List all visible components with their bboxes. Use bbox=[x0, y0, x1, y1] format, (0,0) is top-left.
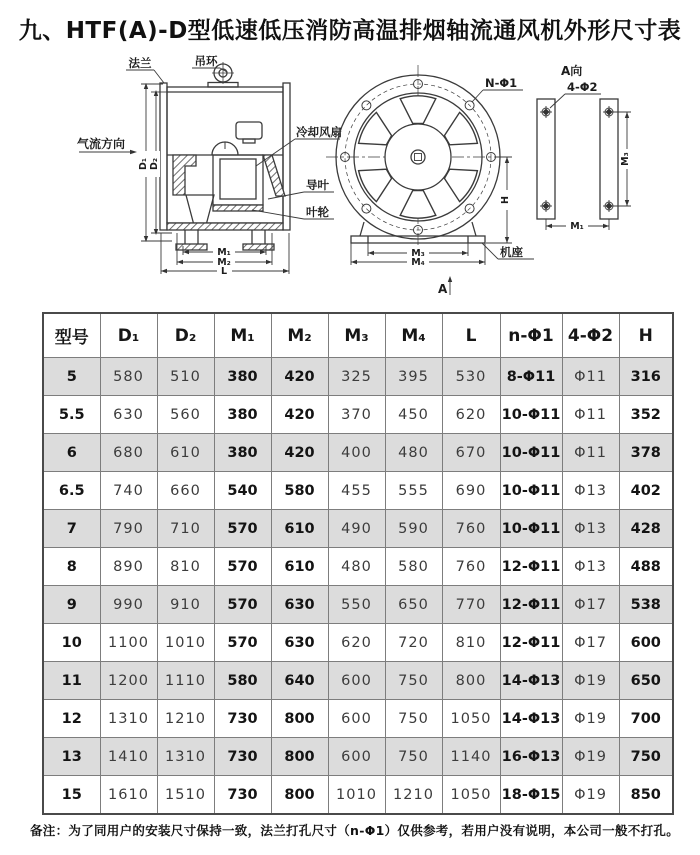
table-cell: 750 bbox=[385, 700, 442, 738]
table-cell: Φ11 bbox=[562, 434, 619, 472]
airflow-direction-label: 气流方向 bbox=[77, 137, 126, 151]
column-header: L bbox=[442, 313, 500, 358]
table-cell: 1310 bbox=[157, 738, 214, 776]
table-cell: 1210 bbox=[157, 700, 214, 738]
table-cell: 12 bbox=[43, 700, 100, 738]
four-phi2-label: 4-Φ2 bbox=[567, 80, 598, 94]
column-header: 型号 bbox=[43, 313, 100, 358]
motor-assembly bbox=[213, 155, 263, 211]
table-cell: 6 bbox=[43, 434, 100, 472]
table-cell: 16-Φ13 bbox=[500, 738, 562, 776]
pedestal-label: 机座 bbox=[500, 245, 523, 259]
table-cell: 730 bbox=[214, 738, 271, 776]
table-cell: 490 bbox=[328, 510, 385, 548]
dim-label-m3: M₃ bbox=[411, 248, 425, 259]
table-cell: 5.5 bbox=[43, 396, 100, 434]
foot-bolt-holes bbox=[540, 106, 615, 212]
table-cell: 12-Φ11 bbox=[500, 586, 562, 624]
dim-label-m2: M₂ bbox=[217, 257, 231, 268]
table-cell: 5 bbox=[43, 358, 100, 396]
table-cell: 352 bbox=[619, 396, 673, 434]
table-cell: 890 bbox=[100, 548, 157, 586]
table-cell: 1210 bbox=[385, 776, 442, 815]
column-header: M₁ bbox=[214, 313, 271, 358]
table-cell: 790 bbox=[100, 510, 157, 548]
flange-left bbox=[160, 83, 167, 230]
table-cell: 380 bbox=[214, 434, 271, 472]
table-cell: 538 bbox=[619, 586, 673, 624]
table-cell: 850 bbox=[619, 776, 673, 815]
a-view-arrowheads bbox=[546, 112, 629, 228]
a-view-dim-m1: M₁ bbox=[570, 221, 584, 232]
table-cell: 570 bbox=[214, 510, 271, 548]
table-cell: 580 bbox=[100, 358, 157, 396]
table-header-row bbox=[43, 313, 673, 358]
page-title: 九、HTF(A)-D型低速低压消防高温排烟轴流通风机外形尺寸表 bbox=[18, 18, 682, 44]
table-cell: 510 bbox=[157, 358, 214, 396]
table-cell: 800 bbox=[442, 662, 500, 700]
table-cell: 12-Φ11 bbox=[500, 624, 562, 662]
flange-label: 法兰 bbox=[128, 56, 152, 70]
table-cell: 560 bbox=[157, 396, 214, 434]
hub-circle bbox=[385, 124, 451, 190]
table-cell: 1050 bbox=[442, 700, 500, 738]
table-cell: 9 bbox=[43, 586, 100, 624]
table-cell: 630 bbox=[100, 396, 157, 434]
cooling-fan-label: 冷却风扇 bbox=[296, 125, 342, 139]
base-plate bbox=[167, 223, 283, 230]
table-cell: 530 bbox=[442, 358, 500, 396]
table-cell: 325 bbox=[328, 358, 385, 396]
table-row bbox=[43, 396, 673, 434]
table-cell: 700 bbox=[619, 700, 673, 738]
table-cell: 690 bbox=[442, 472, 500, 510]
table-cell: 610 bbox=[157, 434, 214, 472]
table-cell: Φ13 bbox=[562, 510, 619, 548]
table-cell: 1610 bbox=[100, 776, 157, 815]
table-cell: 8 bbox=[43, 548, 100, 586]
dim-label-m4: M₄ bbox=[411, 257, 425, 268]
guide-vane-strut bbox=[263, 155, 285, 196]
a-view-dim-m3: M₃ bbox=[620, 152, 631, 166]
table-cell: Φ17 bbox=[562, 586, 619, 624]
table-cell: 11 bbox=[43, 662, 100, 700]
table-cell: 730 bbox=[214, 776, 271, 815]
table-cell: 1200 bbox=[100, 662, 157, 700]
dim-label-h: H bbox=[500, 196, 511, 204]
table-cell: 488 bbox=[619, 548, 673, 586]
table-cell: 10-Φ11 bbox=[500, 434, 562, 472]
table-cell: 1310 bbox=[100, 700, 157, 738]
table-cell: 400 bbox=[328, 434, 385, 472]
technical-drawing bbox=[0, 52, 700, 307]
table-cell: 800 bbox=[271, 776, 328, 815]
dim-label-l: L bbox=[220, 266, 228, 277]
table-cell: 555 bbox=[385, 472, 442, 510]
table-cell: 630 bbox=[271, 624, 328, 662]
column-header: D₂ bbox=[157, 313, 214, 358]
table-cell: 15 bbox=[43, 776, 100, 815]
table-cell: 380 bbox=[214, 358, 271, 396]
n-phi1-label: N-Φ1 bbox=[485, 76, 518, 90]
table-row bbox=[43, 434, 673, 472]
table-cell: 570 bbox=[214, 586, 271, 624]
table-row bbox=[43, 700, 673, 738]
table-cell: 650 bbox=[619, 662, 673, 700]
table-row bbox=[43, 776, 673, 815]
table-cell: Φ17 bbox=[562, 624, 619, 662]
table-body bbox=[43, 358, 673, 815]
table-cell: 480 bbox=[328, 548, 385, 586]
column-header: M₂ bbox=[271, 313, 328, 358]
table-cell: 810 bbox=[442, 624, 500, 662]
inlet-bracket bbox=[173, 155, 196, 195]
table-cell: Φ11 bbox=[562, 358, 619, 396]
column-header: D₁ bbox=[100, 313, 157, 358]
table-cell: Φ13 bbox=[562, 548, 619, 586]
table-cell: 1110 bbox=[157, 662, 214, 700]
table-cell: 640 bbox=[271, 662, 328, 700]
table-cell: 580 bbox=[271, 472, 328, 510]
table-row bbox=[43, 586, 673, 624]
table-cell: 14-Φ13 bbox=[500, 700, 562, 738]
table-cell: 770 bbox=[442, 586, 500, 624]
table-cell: 420 bbox=[271, 396, 328, 434]
table-cell: Φ19 bbox=[562, 662, 619, 700]
table-cell: 316 bbox=[619, 358, 673, 396]
table-cell: 395 bbox=[385, 358, 442, 396]
a-view-title: A向 bbox=[561, 64, 583, 78]
table-cell: 600 bbox=[619, 624, 673, 662]
table-cell: 13 bbox=[43, 738, 100, 776]
table-cell: 620 bbox=[442, 396, 500, 434]
table-cell: 10-Φ11 bbox=[500, 510, 562, 548]
junction-box bbox=[236, 122, 262, 143]
table-cell: 750 bbox=[385, 738, 442, 776]
flange-right bbox=[283, 83, 290, 230]
column-header: M₄ bbox=[385, 313, 442, 358]
table-cell: 610 bbox=[271, 548, 328, 586]
table-cell: 550 bbox=[328, 586, 385, 624]
dim-label-d1: D₁ bbox=[138, 157, 149, 171]
table-cell: 14-Φ13 bbox=[500, 662, 562, 700]
column-header: H bbox=[619, 313, 673, 358]
table-cell: 750 bbox=[385, 662, 442, 700]
table-cell: 580 bbox=[385, 548, 442, 586]
table-cell: 760 bbox=[442, 548, 500, 586]
view-a-arrow-label: A bbox=[438, 282, 448, 296]
table-cell: Φ19 bbox=[562, 700, 619, 738]
table-row bbox=[43, 548, 673, 586]
footnote: 备注：为了同用户的安装尺寸保持一致，法兰打孔尺寸（n-Φ1）仅供参考，若用户没有说明，本公司一般不打孔。 bbox=[30, 823, 680, 838]
table-row bbox=[43, 738, 673, 776]
table-cell: 10-Φ11 bbox=[500, 472, 562, 510]
impeller-label: 叶轮 bbox=[306, 205, 329, 219]
dimension-table bbox=[42, 312, 674, 815]
table-cell: 750 bbox=[619, 738, 673, 776]
table-row bbox=[43, 472, 673, 510]
table-cell: Φ11 bbox=[562, 396, 619, 434]
a-view-drawing bbox=[537, 99, 618, 219]
table-cell: 1140 bbox=[442, 738, 500, 776]
table-cell: 1050 bbox=[442, 776, 500, 815]
table-cell: 6.5 bbox=[43, 472, 100, 510]
table-cell: 610 bbox=[271, 510, 328, 548]
table-cell: 720 bbox=[385, 624, 442, 662]
table-cell: 910 bbox=[157, 586, 214, 624]
table-cell: 8-Φ11 bbox=[500, 358, 562, 396]
table-cell: 450 bbox=[385, 396, 442, 434]
table-cell: 590 bbox=[385, 510, 442, 548]
table-cell: 428 bbox=[619, 510, 673, 548]
table-cell: 7 bbox=[43, 510, 100, 548]
table-cell: Φ13 bbox=[562, 472, 619, 510]
table-cell: 730 bbox=[214, 700, 271, 738]
table-cell: 1010 bbox=[328, 776, 385, 815]
table-cell: 810 bbox=[157, 548, 214, 586]
table-cell: 540 bbox=[214, 472, 271, 510]
table-cell: 570 bbox=[214, 624, 271, 662]
table-cell: 760 bbox=[442, 510, 500, 548]
table-cell: 740 bbox=[100, 472, 157, 510]
column-header: 4-Φ2 bbox=[562, 313, 619, 358]
lifting-ring-label: 吊环 bbox=[194, 54, 218, 68]
table-cell: 570 bbox=[214, 548, 271, 586]
table-cell: 12-Φ11 bbox=[500, 548, 562, 586]
table-cell: Φ19 bbox=[562, 738, 619, 776]
table-cell: 630 bbox=[271, 586, 328, 624]
table-cell: 1100 bbox=[100, 624, 157, 662]
table-cell: 600 bbox=[328, 662, 385, 700]
table-cell: 670 bbox=[442, 434, 500, 472]
front-view-drawing bbox=[326, 65, 518, 260]
table-cell: 420 bbox=[271, 434, 328, 472]
table-cell: 480 bbox=[385, 434, 442, 472]
table-cell: 650 bbox=[385, 586, 442, 624]
table-cell: 620 bbox=[328, 624, 385, 662]
table-cell: 370 bbox=[328, 396, 385, 434]
table-cell: 380 bbox=[214, 396, 271, 434]
table-cell: 1410 bbox=[100, 738, 157, 776]
table-cell: 378 bbox=[619, 434, 673, 472]
table-cell: 580 bbox=[214, 662, 271, 700]
table-cell: 660 bbox=[157, 472, 214, 510]
table-cell: 600 bbox=[328, 738, 385, 776]
dim-label-d2: D₂ bbox=[149, 157, 160, 171]
table-cell: 420 bbox=[271, 358, 328, 396]
column-header: M₃ bbox=[328, 313, 385, 358]
column-header: n-Φ1 bbox=[500, 313, 562, 358]
table-cell: 18-Φ15 bbox=[500, 776, 562, 815]
table-row bbox=[43, 662, 673, 700]
dim-label-m1: M₁ bbox=[217, 247, 231, 258]
table-cell: Φ19 bbox=[562, 776, 619, 815]
table-cell: 10 bbox=[43, 624, 100, 662]
table-cell: 800 bbox=[271, 700, 328, 738]
table-cell: 455 bbox=[328, 472, 385, 510]
table-cell: 1510 bbox=[157, 776, 214, 815]
guide-vane-label: 导叶 bbox=[306, 178, 329, 192]
table-cell: 600 bbox=[328, 700, 385, 738]
table-cell: 1010 bbox=[157, 624, 214, 662]
table-row bbox=[43, 624, 673, 662]
table-cell: 990 bbox=[100, 586, 157, 624]
table-cell: 800 bbox=[271, 738, 328, 776]
table-row bbox=[43, 358, 673, 396]
table-cell: 10-Φ11 bbox=[500, 396, 562, 434]
table-cell: 680 bbox=[100, 434, 157, 472]
table-row bbox=[43, 510, 673, 548]
table-cell: 402 bbox=[619, 472, 673, 510]
table-cell: 710 bbox=[157, 510, 214, 548]
